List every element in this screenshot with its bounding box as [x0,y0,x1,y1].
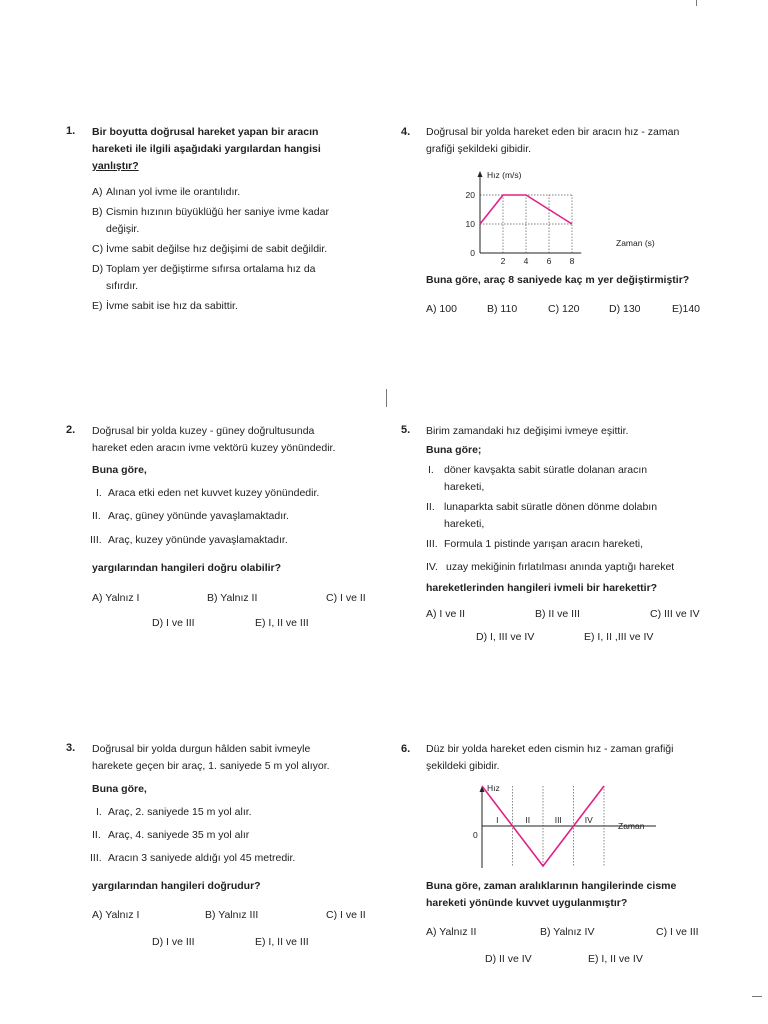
x-tick-label: 8 [569,256,575,266]
x-axis-label: Zaman [618,821,645,831]
y-tick-label: 10 [465,219,475,229]
statement-iv: IV. uzay mekiğinin fırlatılması anında yaptığı hareket [426,561,675,573]
question-3-lead: Buna göre, [92,783,147,795]
statement-iii: III. Araç, kuzey yönünde yavaşlamaktadır. [90,534,288,546]
question-5-prompt: hareketlerinden hangileri ivmeli bir harekettir? [426,582,658,594]
answer-option-d[interactable]: D) I, III ve IV [476,631,535,643]
statement-ii: II. Araç, 4. saniyede 35 m yol alır [92,829,250,841]
y-axis-arrow [478,171,483,177]
answer-option-b[interactable]: B) Yalnız III [205,909,259,921]
question-stem: Bir boyutta doğrusal hareket yapan bir aracın hareketi ile ilgili aşağıdaki yargılardan hangisi yanlıştır? [92,126,321,172]
answer-option-c[interactable]: C) I ve II [326,909,366,921]
velocity-time-graph-q6 [460,780,670,872]
answer-option-a[interactable]: A) Yalnız I [92,909,140,921]
answer-option-e[interactable]: E)140 [672,303,701,315]
x-tick-label: 2 [500,256,506,266]
question-4-number: 4. [401,126,411,138]
answer-option-e[interactable]: E) I, II ve IV [588,953,643,965]
answer-option-d[interactable]: D) I ve III [152,936,195,948]
statement-i: I. döner kavşakta sabit süratle dolanan aracın hareketi, [428,464,648,493]
answer-option-d[interactable]: D) Toplam yer değiştirme sıfırsa ortalama hız da sıfırdır. [92,263,316,292]
answer-option-a[interactable]: A) Yalnız I [92,592,140,604]
question-6-prompt: Buna göre, zaman aralıklarının hangilerinde cisme hareketi yönünde kuvvet uygulanmıştır? [426,880,677,909]
question-4-stem: Doğrusal bir yolda hareket eden bir aracın hız - zaman grafiği şekildeki gibidir. [426,126,680,155]
question-5-number: 5. [401,424,411,436]
y-tick-label: 20 [465,190,475,200]
bottom-right-mark [752,996,762,997]
question-3-stem: Doğrusal bir yolda durgun hâlden sabit ivmeyle harekete geçen bir araç, 1. saniyede 5 m yol alıyor. [92,743,330,772]
answer-option-b[interactable]: B) Yalnız II [207,592,258,604]
answer-option-d[interactable]: D) II ve IV [485,953,532,965]
question-3-number: 3. [66,742,76,754]
answer-option-e[interactable]: E) I, II ,III ve IV [584,631,654,643]
velocity-time-graph-q4 [455,165,675,270]
graph-axes [478,171,582,253]
question-2-stem: Doğrusal bir yolda kuzey - güney doğrultusunda hareket eden aracın ivme vektörü kuzey yönündedir. [92,425,336,454]
x-tick-label: 4 [523,256,529,266]
answer-option-e[interactable]: E) I, II ve III [255,936,309,948]
answer-option-c[interactable]: C) III ve IV [650,608,700,620]
center-divider [386,389,387,407]
question-6-number: 6. [401,743,411,755]
x-axis-label: Zaman (s) [616,238,655,248]
answer-option-e[interactable]: E) İvme sabit ise hız da sabittir. [92,300,238,312]
interval-label: IV [584,815,593,825]
answer-option-c[interactable]: C) İvme sabit değilse hız değişimi de sabit değildir. [92,243,328,255]
answer-option-a[interactable]: A) Yalnız II [426,926,477,938]
question-3-prompt: yargılarından hangileri doğrudur? [92,880,261,892]
answer-option-c[interactable]: C) 120 [548,303,580,315]
y-axis-label: Hız (m/s) [487,170,522,180]
statement-ii: II. Araç, güney yönünde yavaşlamaktadır. [92,510,289,522]
question-number: 1. [66,125,76,137]
answer-option-b[interactable]: B) II ve III [535,608,580,620]
question-5-lead: Buna göre; [426,444,482,456]
question-5-stem: Birim zamandaki hız değişimi ivmeye eşittir. [426,425,629,437]
interval-label: I [496,815,499,825]
answer-option-c[interactable]: C) I ve II [326,592,366,604]
answer-option-d[interactable]: D) I ve III [152,617,195,629]
answer-option-a[interactable]: A) Alınan yol ivme ile orantılıdır. [92,186,241,198]
answer-option-b[interactable]: B) 110 [487,303,518,315]
graph-ticks [466,190,575,266]
question-2-prompt: yargılarından hangileri doğru olabilir? [92,562,282,574]
answer-option-a[interactable]: A) 100 [426,303,457,315]
answer-option-b[interactable]: B) Yalnız IV [540,926,595,938]
question-4-prompt: Buna göre, araç 8 saniyede kaç m yer değiştirmiştir? [426,274,690,286]
question-2-lead: Buna göre, [92,464,147,476]
statement-iii: III. Aracın 3 saniyede aldığı yol 45 metredir. [90,852,296,864]
interval-label: III [554,815,562,825]
statement-iii: III. Formula 1 pistinde yarışan aracın hareketi, [426,538,644,550]
answer-option-e[interactable]: E) I, II ve III [255,617,309,629]
statement-i: I. Araca etki eden net kuvvet kuzey yönündedir. [96,487,320,499]
question-6-stem: Düz bir yolda hareket eden cismin hız - zaman grafiği şekildeki gibidir. [426,743,674,772]
graph-gridlines [480,195,572,253]
statement-ii: II. lunaparkta sabit süratle dönen dönme dolabın hareketi, [426,501,658,530]
answer-option-a[interactable]: A) I ve II [426,608,466,620]
statement-i: I. Araç, 2. saniyede 15 m yol alır. [96,806,252,818]
top-right-mark [696,0,697,6]
answer-option-b[interactable]: B) Cismin hızının büyüklüğü her saniye ivme kadar değişir. [92,206,329,235]
answer-option-d[interactable]: D) 130 [609,303,641,315]
question-2-number: 2. [66,424,76,436]
interval-label: II [525,815,531,825]
y-tick-label: 0 [470,248,475,258]
x-tick-label: 6 [546,256,552,266]
answer-option-c[interactable]: C) I ve III [656,926,699,938]
y-axis-label: Hız [487,783,500,793]
origin-label: 0 [473,830,478,840]
